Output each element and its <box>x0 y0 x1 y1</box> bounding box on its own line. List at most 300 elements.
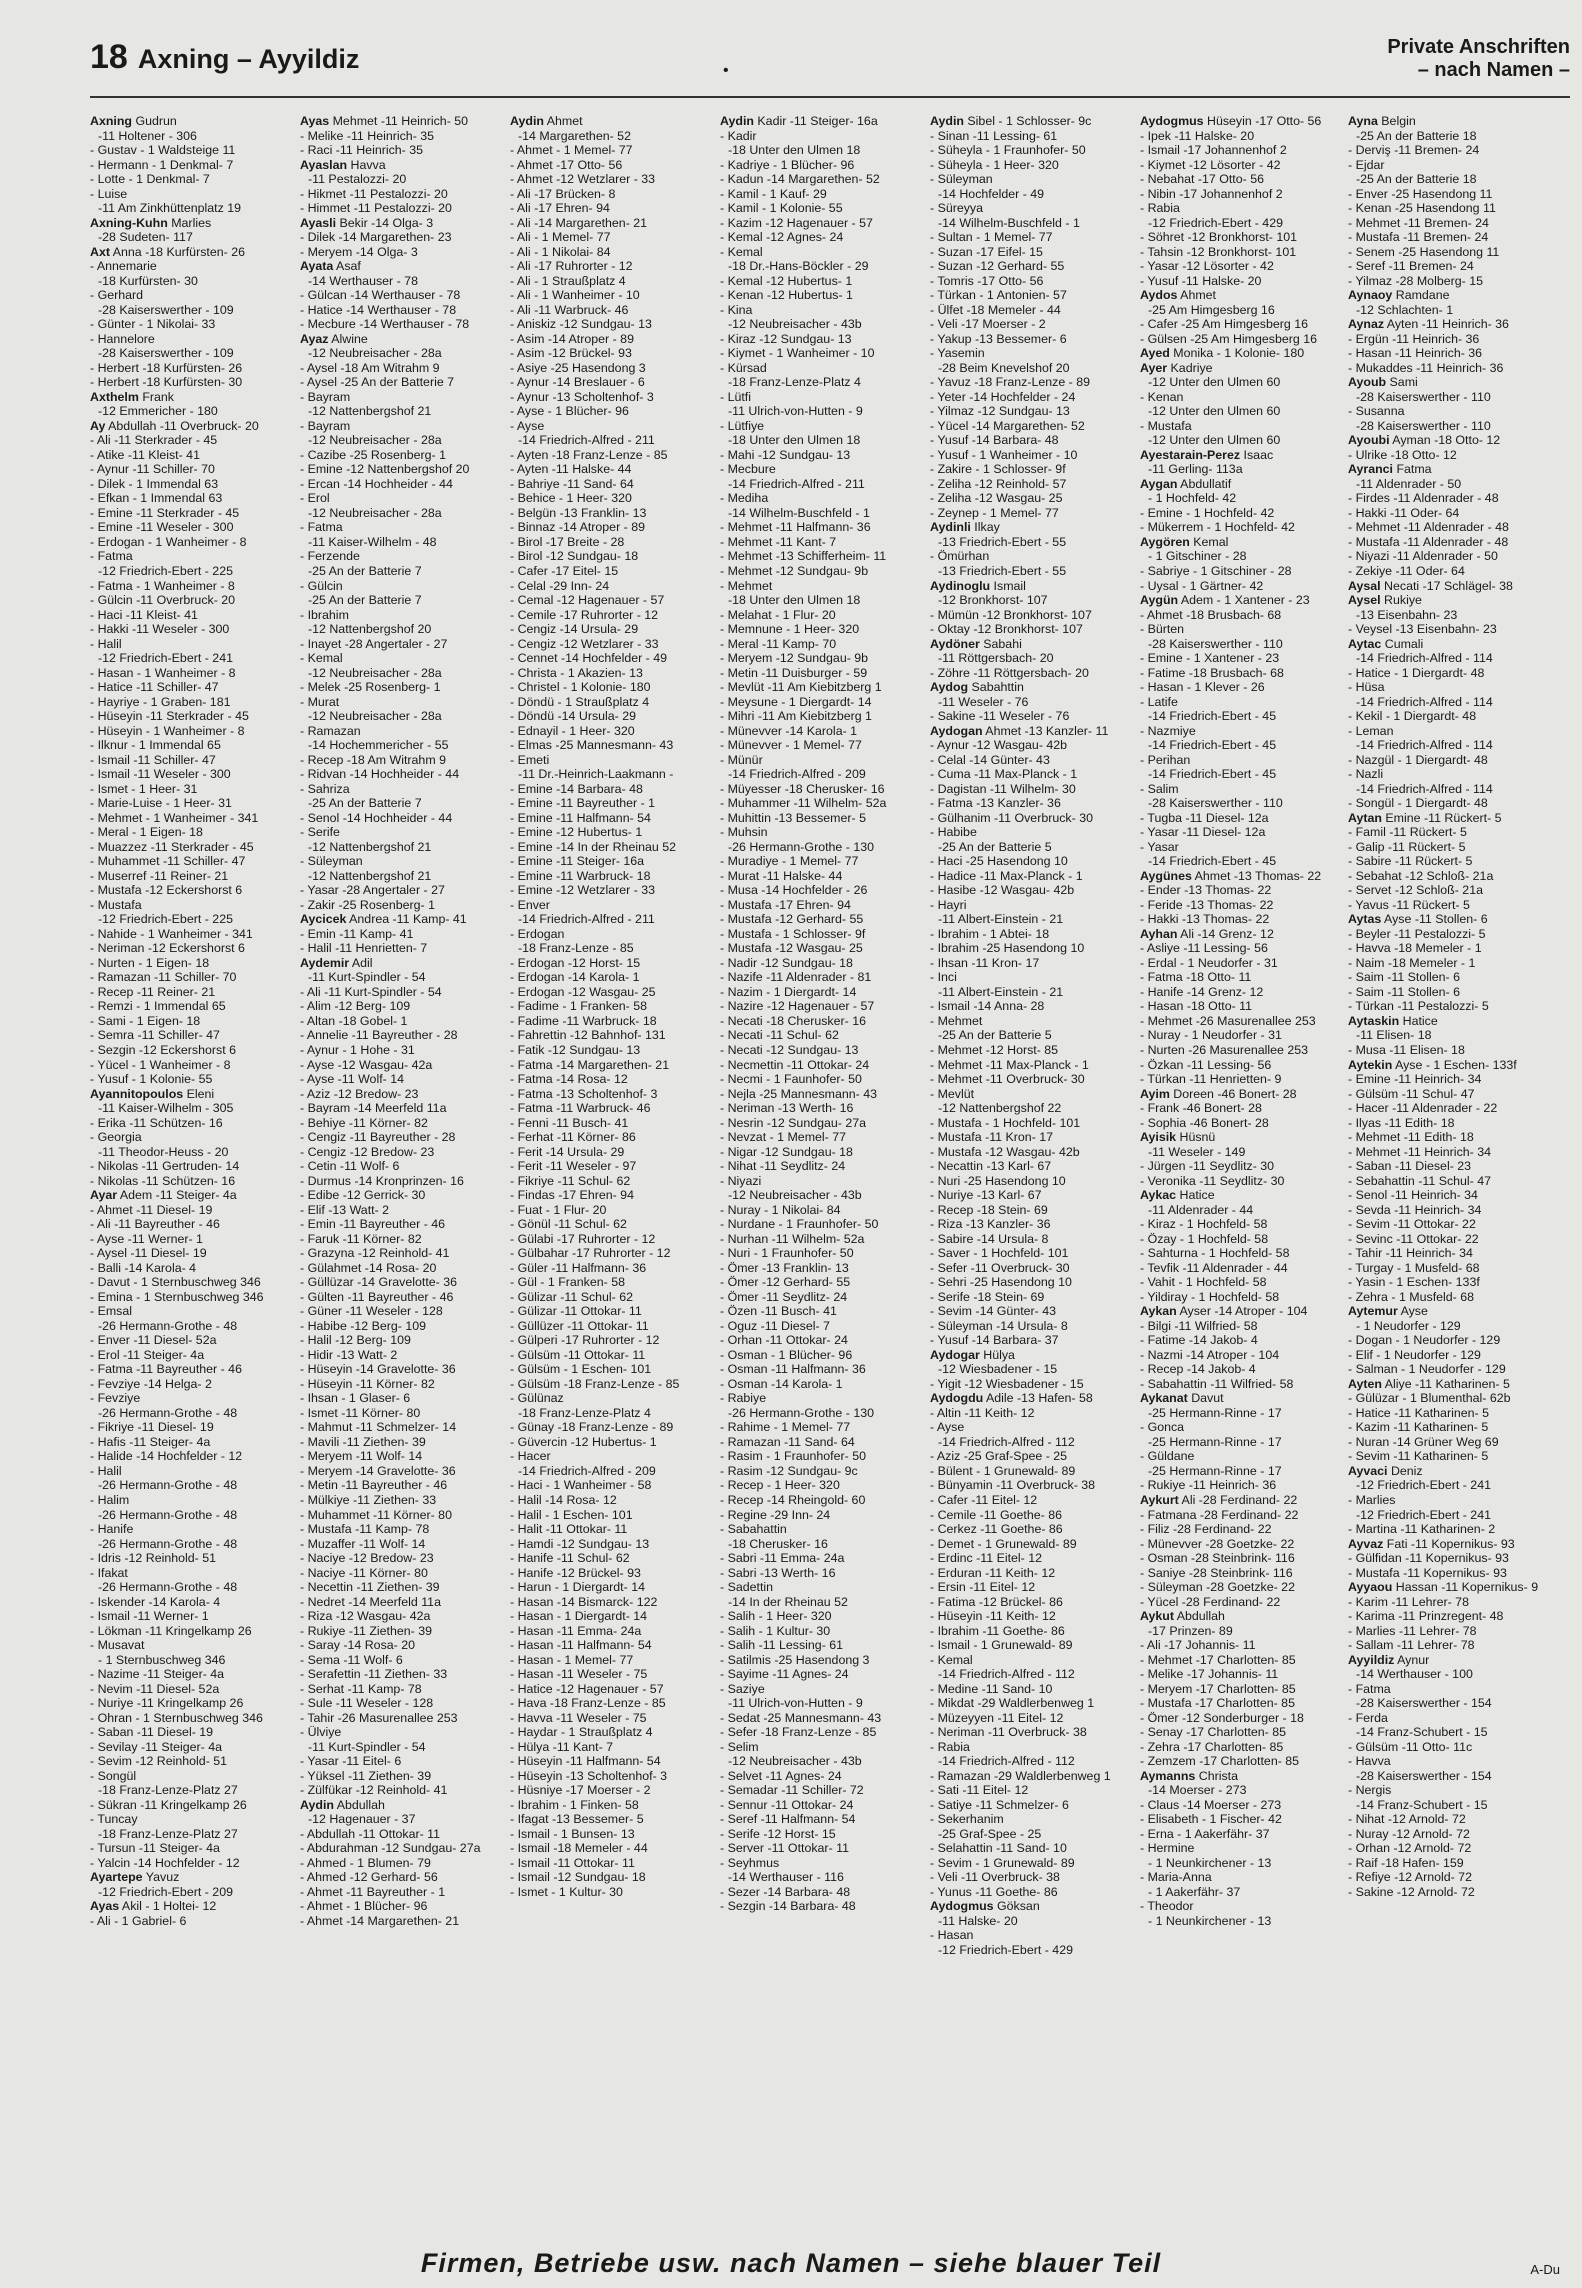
listing-entry: - Fikriye -11 Schul- 62 <box>510 1173 631 1188</box>
listing-entry: -14 Wilhelm-Buschfeld - 1 <box>728 505 870 520</box>
surname: Aydin <box>300 1797 334 1812</box>
listing-entry: - Ifagat -13 Bessemer- 5 <box>510 1812 644 1827</box>
listing-entry: - Cafer -17 Eitel- 15 <box>510 563 619 578</box>
listing-entry: - Sevim -12 Reinhold- 51 <box>90 1754 228 1769</box>
listing-entry: - Sabahattin -11 Wilfried- 58 <box>1140 1376 1294 1391</box>
listing-entry: -13 Friedrich-Ebert - 55 <box>938 563 1067 578</box>
listing-entry: - Ayse <box>930 1420 965 1435</box>
listing-entry: - Jürgen -11 Seydlitz- 30 <box>1140 1159 1275 1174</box>
listing-entry: - Necettin -11 Ziethen- 39 <box>300 1580 440 1595</box>
listing-entry: -12 Neubreisacher - 28a <box>308 709 442 724</box>
listing-entry: - Ahmet -17 Otto- 56 <box>510 157 623 172</box>
surname: Aykanat <box>1140 1391 1188 1406</box>
listing-entry: -12 Friedrich-Ebert - 241 <box>1356 1478 1491 1493</box>
listing-entry: - Emin -11 Kamp- 41 <box>300 926 414 941</box>
listing-entry: - Nihat -12 Arnold- 72 <box>1348 1812 1466 1827</box>
surname: Aymanns <box>1140 1768 1196 1783</box>
listing-entry: - Serife <box>300 825 340 840</box>
listing-entry: - Bahriye -11 Sand- 64 <box>510 476 634 491</box>
listing-entry: - Yildiray - 1 Hochfeld- 58 <box>1140 1289 1280 1304</box>
listing-entry: Aydemir Adil <box>300 955 373 970</box>
listing-entry: - Metin -11 Duisburger - 59 <box>720 665 868 680</box>
listing-entry: -14 Werthauser - 100 <box>1356 1667 1473 1682</box>
listing-entry: - Necati -11 Schul- 62 <box>720 1028 839 1043</box>
listing-entry: - Rahime - 1 Memel- 77 <box>720 1420 851 1435</box>
listing-entry: - Mehmet -12 Sundgau- 9b <box>720 563 869 578</box>
listing-entry: - Mehmet -11 Edith- 18 <box>1348 1130 1474 1145</box>
listing-entry: -14 Friedrich-Alfred - 114 <box>1356 651 1493 666</box>
page-number: 18 <box>90 38 128 76</box>
surname: Ayaslan <box>300 157 348 172</box>
listing-entry: Ayvaz Fati -11 Kopernikus- 93 <box>1348 1536 1515 1551</box>
listing-entry: - Semadar -11 Schiller- 72 <box>720 1783 864 1798</box>
listing-entry: - Erika -11 Schützen- 16 <box>90 1115 223 1130</box>
listing-entry: - Beyler -11 Pestalozzi- 5 <box>1348 926 1486 941</box>
listing-entry: - Musavat <box>90 1638 145 1653</box>
listing-entry: - Meryem -11 Wolf- 14 <box>300 1449 423 1464</box>
listing-entry: - Hanife -12 Brückel- 93 <box>510 1565 641 1580</box>
listing-entry: - Mecbure -14 Werthauser - 78 <box>300 317 470 332</box>
listing-entry: - Fatma - 1 Wanheimer - 8 <box>90 578 235 593</box>
listing-entry: Aydin Sibel - 1 Schlosser- 9c <box>930 114 1092 128</box>
listing-entry: - Halim <box>90 1492 130 1507</box>
listing-entry: - Hüseyin -11 Sterkrader - 45 <box>90 709 249 724</box>
listing-entry: -14 Friedrich-Alfred - 209 <box>728 767 866 782</box>
listing-entry: - Kürsad <box>720 360 767 375</box>
listing-entry: - Yilmaz -12 Sundgau- 13 <box>930 404 1070 419</box>
listing-entry: - Fikriye -11 Diesel- 19 <box>90 1420 214 1435</box>
listing-entry: - Türkan -11 Pestalozzi- 5 <box>1348 999 1489 1014</box>
listing-entry: -18 Franz-Lenze-Platz 4 <box>518 1405 651 1420</box>
listing-entry: - Bayram <box>300 389 351 404</box>
listing-entry: - Fatma <box>1348 1681 1391 1696</box>
listing-entry: Aysal Necati -17 Schlägel- 38 <box>1348 578 1513 593</box>
listing-entry: - Ulrike -18 Otto- 12 <box>1348 447 1457 462</box>
listing-entry: - Suzan -12 Gerhard- 55 <box>930 259 1065 274</box>
listing-entry: - Satiye -11 Schmelzer- 6 <box>930 1797 1069 1812</box>
surname: Aydogmus <box>930 1899 994 1914</box>
listing-entry: - Satilmis -25 Hasendong 3 <box>720 1652 870 1667</box>
listing-entry: -18 Cherusker- 16 <box>728 1536 828 1551</box>
listing-entry: - Recep -11 Reiner- 21 <box>90 984 216 999</box>
listing-entry: -12 Nattenbergshof 20 <box>308 622 432 637</box>
listing-entry: Aydogar Hülya <box>930 1347 1015 1362</box>
listing-entry: - Osman -14 Karola- 1 <box>720 1376 843 1391</box>
listing-entry: - Asim -14 Atroper - 89 <box>510 331 634 346</box>
listing-entry: - Emina - 1 Sternbuschweg 346 <box>90 1289 264 1304</box>
listing-entry: - Mükerrem - 1 Hochfeld- 42 <box>1140 520 1295 535</box>
listing-entry: -28 Kaiserswerther - 154 <box>1356 1696 1492 1711</box>
listing-entry: -14 Friedrich-Ebert - 45 <box>1148 767 1277 782</box>
listing-entry: - Meryem -17 Charlotten- 85 <box>1140 1681 1296 1696</box>
listing-entry: - Ersin -11 Eitel- 12 <box>930 1580 1036 1595</box>
listing-entry: - Sadettin <box>720 1580 774 1595</box>
listing-entry: -18 Unter den Ulmen 18 <box>728 143 861 158</box>
listing-entry: - Hanife -14 Grenz- 12 <box>1140 984 1264 999</box>
listing-entry: - Gülahmet -14 Rosa- 20 <box>300 1260 437 1275</box>
listing-entry: - Nuran -14 Grüner Weg 69 <box>1348 1434 1499 1449</box>
listing-entry: - Gülperi -17 Ruhrorter - 12 <box>510 1333 660 1348</box>
listing-entry: - Ismail -11 Schiller- 47 <box>90 752 216 767</box>
listing-entry: -11 Am Zinkhüttenplatz 19 <box>98 201 242 216</box>
listing-entry: - Nesrin -12 Sundgau- 27a <box>720 1115 867 1130</box>
listing-entry: - Belgün -13 Franklin- 13 <box>510 505 647 520</box>
listing-entry: -26 Hermann-Grothe - 48 <box>98 1318 238 1333</box>
listing-entry: Aykut Abdullah <box>1140 1609 1225 1624</box>
listing-entry: - Findas -17 Ehren- 94 <box>510 1188 634 1203</box>
listing-entry: - Muazzez -11 Sterkrader - 45 <box>90 839 254 854</box>
listing-entry: - Gülcin <box>300 578 343 593</box>
listing-entry: Aycicek Andrea -11 Kamp- 41 <box>300 912 467 927</box>
listing-entry: -14 Werthauser - 78 <box>308 273 418 288</box>
listing-entry: - Sezer -14 Barbara- 48 <box>720 1884 851 1899</box>
listing-entry: -28 Sudeten- 117 <box>98 230 193 245</box>
listing-entry: - Marlies <box>1348 1492 1396 1507</box>
listing-entry: - Riza -12 Wasgau- 42a <box>300 1609 431 1624</box>
listing-entry: - Medine -11 Sand- 10 <box>930 1681 1053 1696</box>
listing-entry: - Hüseyin -11 Keith- 12 <box>930 1609 1056 1624</box>
listing-entry: - Dogan - 1 Neudorfer - 129 <box>1348 1333 1501 1348</box>
listing-entry: - Ihsan -11 Kron- 17 <box>930 955 1040 970</box>
listing-entry: - Fatma -14 Margarethen- 21 <box>510 1057 670 1072</box>
listing-entry: - Cetin -11 Wolf- 6 <box>300 1159 400 1174</box>
listing-entry: - Fatime -18 Brusbach- 68 <box>1140 665 1284 680</box>
listing-entry: - Ibrahim -25 Hasendong 10 <box>930 941 1085 956</box>
listing-entry: Aydog Sabahttin <box>930 680 1024 695</box>
listing-entry: - Veronika -11 Seydlitz- 30 <box>1140 1173 1285 1188</box>
listing-entry: - Ismet - 1 Heer- 31 <box>90 781 198 796</box>
listing-entry: Aynaoy Ramdane <box>1348 288 1450 303</box>
listing-entry: - Nedret -14 Meerfeld 11a <box>300 1594 441 1609</box>
listing-entry: - Gül - 1 Franken- 58 <box>510 1275 626 1290</box>
surname: Ayim <box>1140 1086 1170 1101</box>
listing-entry: -14 Margarethen- 52 <box>518 128 631 143</box>
listing-entry: - Yücel -14 Margarethen- 52 <box>930 418 1085 433</box>
listing-entry: - Aynur -11 Schiller- 70 <box>90 462 215 477</box>
listing-entry: - Ali -11 Sterkrader - 45 <box>90 433 218 448</box>
listing-entry: - Hacer -11 Aldenrader - 22 <box>1348 1101 1498 1116</box>
listing-entry: - Emine -11 Weseler - 300 <box>90 520 234 535</box>
surname: Ayannitopoulos <box>90 1086 184 1101</box>
listing-entry: - Edibe -12 Gerrick- 30 <box>300 1188 426 1203</box>
listing-entry: - Songül - 1 Diergardt- 48 <box>1348 796 1488 811</box>
listing-entry: - Altin -11 Keith- 12 <box>930 1405 1035 1420</box>
listing-entry: - Rasim -12 Sundgau- 9c <box>720 1463 858 1478</box>
listing-entry: - Süleyman -14 Ursula- 8 <box>930 1318 1068 1333</box>
listing-entry: - Döndü -14 Ursula- 29 <box>510 709 637 724</box>
listing-entry: Aytac Cumali <box>1348 636 1424 651</box>
listing-entry: - Zülfükar -12 Reinhold- 41 <box>300 1783 448 1798</box>
listing-entry: - Muhittin -13 Bessemer- 5 <box>720 810 866 825</box>
listing-entry: - Mavili -11 Ziethen- 39 <box>300 1434 426 1449</box>
listing-entry: - Mehmet -11 Kant- 7 <box>720 534 837 549</box>
surname: Aydogar <box>930 1347 980 1362</box>
listing-entry: - Hasan -18 Otto- 11 <box>1140 999 1253 1014</box>
listing-entry: - Ismet - 1 Kultur- 30 <box>510 1884 623 1899</box>
listing-entry: - Mustafa <box>90 897 142 912</box>
listing-entry: -26 Hermann-Grothe - 130 <box>728 839 875 854</box>
listing-entry: - Emin -11 Bayreuther - 46 <box>300 1217 446 1232</box>
listing-entry: - Hidir -13 Watt- 2 <box>300 1347 398 1362</box>
listing-entry: - Nuri - 1 Fraunhofer- 50 <box>720 1246 854 1261</box>
listing-entry: - Nahide - 1 Wanheimer - 341 <box>90 926 253 941</box>
listing-entry: - Nikolas -11 Schützen- 16 <box>90 1173 236 1188</box>
listing-entry: - Saban -11 Diesel- 23 <box>1348 1159 1472 1174</box>
listing-entry: - Annemarie <box>90 259 157 274</box>
listing-entry: Aykurt Ali -28 Ferdinand- 22 <box>1140 1492 1298 1507</box>
listing-entry: - Ömer -12 Gerhard- 55 <box>720 1275 851 1290</box>
surname: Aynaoy <box>1348 288 1393 303</box>
listing-entry: Aytekin Ayse - 1 Eschen- 133f <box>1348 1057 1517 1072</box>
listing-entry: - Ahmet -14 Margarethen- 21 <box>300 1913 460 1928</box>
listing-entry: - Sahriza <box>300 781 350 796</box>
listing-entry: - Aniskiz -12 Sundgau- 13 <box>510 317 652 332</box>
listing-entry: - Raif -18 Hafen- 159 <box>1348 1855 1464 1870</box>
surname: Aytan <box>1348 810 1382 825</box>
listing-entry: - Elmas -25 Mannesmann- 43 <box>510 738 674 753</box>
listing-entry: - Emine -12 Wetzlarer - 33 <box>510 883 656 898</box>
listing-entry: - Balli -14 Karola- 4 <box>90 1260 197 1275</box>
listing-entry: -14 Friedrich-Alfred - 211 <box>728 476 865 491</box>
listing-entry: - Ömer -13 Franklin- 13 <box>720 1260 849 1275</box>
listing-entry: -26 Hermann-Grothe - 48 <box>98 1478 238 1493</box>
listing-entry: - Susanna <box>1348 404 1405 419</box>
listing-entry: - Bayram -14 Meerfeld 11a <box>300 1101 447 1116</box>
listing-entry: - Sallam -11 Lehrer- 78 <box>1348 1638 1475 1653</box>
listing-entry: - Ali -11 Kurt-Spindler - 54 <box>300 984 442 999</box>
listing-entry: -11 Kurt-Spindler - 54 <box>308 970 426 985</box>
listing-entry: - Georgia <box>90 1130 142 1145</box>
listing-entry: - Yeter -14 Hochfelder - 24 <box>930 389 1076 404</box>
listing-entry: - Meryem -14 Olga- 3 <box>300 244 418 259</box>
listing-entry: - Hanife -11 Schul- 62 <box>510 1551 630 1566</box>
listing-entry: - Ali -17 Johannis- 11 <box>1140 1638 1256 1653</box>
listing-entry: - Selahattin -11 Sand- 10 <box>930 1841 1067 1856</box>
listing-entry: - Meral -11 Kamp- 70 <box>720 636 837 651</box>
listing-entry: - Tursun -11 Steiger- 4a <box>90 1841 220 1856</box>
listing-entry: - Nazire -12 Hagenauer - 57 <box>720 999 875 1014</box>
listing-entry: - Kazim -11 Katharinen- 5 <box>1348 1420 1489 1435</box>
surname: Aynaz <box>1348 317 1385 332</box>
listing-entry: Ayar Adem -11 Steiger- 4a <box>90 1188 237 1203</box>
surname: Ayas <box>300 114 330 128</box>
listing-entry: - Kazim -12 Hagenauer - 57 <box>720 215 873 230</box>
listing-entry: - Mustafa -17 Ehren- 94 <box>720 897 851 912</box>
listing-entry: - Emeti <box>510 752 550 767</box>
listing-entry: - Rukiye -11 Ziethen- 39 <box>300 1623 432 1638</box>
listing-entry: - Hasan -11 Emma- 24a <box>510 1623 642 1638</box>
listing-entry: - Sefer -18 Franz-Lenze - 85 <box>720 1725 877 1740</box>
listing-entry: - Kamil - 1 Kolonie- 55 <box>720 201 843 216</box>
listing-entry: - Rabiye <box>720 1391 767 1406</box>
listing-entry: - 1 Aakerfähr- 37 <box>1148 1884 1241 1899</box>
listing-entry: Ayannitopoulos Eleni <box>90 1086 215 1101</box>
listing-entry: - Ayten -11 Halske- 44 <box>510 462 632 477</box>
listing-entry: - 1 Hochfeld- 42 <box>1148 491 1237 506</box>
surname: Aygan <box>1140 476 1178 491</box>
listing-entry: - Ramazan -29 Waldlerbenweg 1 <box>930 1768 1111 1783</box>
listing-entry: - Ibrahim - 1 Finken- 58 <box>510 1797 639 1812</box>
listing-entry: - Fatima -12 Brückel- 86 <box>930 1594 1063 1609</box>
listing-entry: - Nergis <box>1348 1783 1392 1798</box>
listing-entry: - Seyhmus <box>720 1855 780 1870</box>
listing-entry: -14 Friedrich-Alfred - 211 <box>518 912 655 927</box>
listing-entry: - Senay -17 Charlotten- 85 <box>1140 1725 1287 1740</box>
listing-entry: - Sabahattin <box>720 1522 787 1537</box>
listing-entry: - Özen -11 Busch- 41 <box>720 1304 837 1319</box>
listing-entry: - Süreyya <box>930 201 984 216</box>
listing-entry: - Orhan -11 Ottokar- 24 <box>720 1333 848 1348</box>
listing-entry: - Cerkez -11 Goethe- 86 <box>930 1522 1063 1537</box>
listing-entry: - Sophia -46 Bonert- 28 <box>1140 1115 1269 1130</box>
listing-entry: - Mehmet -11 Overbruck- 30 <box>930 1072 1085 1087</box>
listing-entry: - Sevim -11 Katharinen- 5 <box>1348 1449 1489 1464</box>
listing-entry: - Nazgül - 1 Diergardt- 48 <box>1348 752 1488 767</box>
listing-entry: -14 Hochfelder - 49 <box>938 186 1045 201</box>
listing-entry: - Rasim - 1 Fraunhofer- 50 <box>720 1449 866 1464</box>
listing-entry: - Sebahat -12 Schloß- 21a <box>1348 868 1494 883</box>
listing-entry: - Marlies -11 Lehrer- 78 <box>1348 1623 1477 1638</box>
listing-entry: - Kiymet -12 Lösorter - 42 <box>1140 157 1281 172</box>
listing-entry: - Ahmet - 1 Memel- 77 <box>510 143 633 158</box>
listing-entry: - Sefer -11 Overbruck- 30 <box>930 1260 1070 1275</box>
listing-entry: - Ali -11 Bayreuther - 46 <box>90 1217 220 1232</box>
listing-entry: - Senol -14 Hochheider - 44 <box>300 810 453 825</box>
listing-entry: - Salih - 1 Kultur- 30 <box>720 1623 831 1638</box>
listing-entry: - Sabri -13 Werth- 16 <box>720 1565 836 1580</box>
listing-entry: - Yasin - 1 Eschen- 133f <box>1348 1275 1480 1290</box>
listing-entry: -12 Unter den Ulmen 60 <box>1148 375 1281 390</box>
listing-entry: - Halide -14 Hochfelder - 12 <box>90 1449 243 1464</box>
listing-entry: - Hülya -11 Kant- 7 <box>510 1739 614 1754</box>
header-rule <box>90 96 1570 98</box>
listing-entry: Aydos Ahmet <box>1140 288 1216 303</box>
listing-entry: -11 Theodor-Heuss - 20 <box>98 1144 229 1159</box>
listing-entry: - Yasar -28 Angertaler - 27 <box>300 883 445 898</box>
listing-entry: - Hüseyin -11 Halfmann- 54 <box>510 1754 661 1769</box>
listing-entry: -25 An der Batterie 7 <box>308 593 422 608</box>
surname: Ayestarain-Perez <box>1140 447 1241 462</box>
listing-entry: - Serhat -11 Kamp- 78 <box>300 1681 422 1696</box>
listing-entry: -11 Ulrich-von-Hutten - 9 <box>728 404 863 419</box>
surname: Axthelm <box>90 389 139 404</box>
listing-entry: -11 Aldenrader - 50 <box>1356 476 1462 491</box>
listing-entry: - Suzan -17 Eifel- 15 <box>930 244 1043 259</box>
listing-entry: - Kemal <box>930 1652 973 1667</box>
listing-entry: - Sebahattin -11 Schul- 47 <box>1348 1173 1492 1188</box>
listing-entry: - Fenni -11 Busch- 41 <box>510 1115 629 1130</box>
listing-entry: - 1 Gitschiner - 28 <box>1148 549 1247 564</box>
listing-entry: - Hasan -14 Bismarck- 122 <box>510 1594 658 1609</box>
listing-entry: - Asim -12 Brückel- 93 <box>510 346 632 361</box>
listing-entry: - Nazim - 1 Diergardt- 14 <box>720 984 857 999</box>
listing-entry: - Leman <box>1348 723 1394 738</box>
listing-entry: -11 Albert-Einstein - 21 <box>938 984 1064 999</box>
listing-entry: - Serife -12 Horst- 15 <box>720 1826 836 1841</box>
listing-entry: - Muhsin <box>720 825 768 840</box>
listing-entry: Aytaskin Hatice <box>1348 1013 1438 1028</box>
listing-entry: -25 An der Batterie 18 <box>1356 128 1477 143</box>
listing-entry: - Aysel -11 Diesel- 19 <box>90 1246 207 1261</box>
section-title-line2: – nach Namen – <box>1417 59 1570 81</box>
surname: Aysal <box>1348 578 1381 593</box>
surname: Ay <box>90 418 106 433</box>
listing-entry: - Ali -11 Warbruck- 46 <box>510 302 629 317</box>
listing-entry: - Nibin -17 Johannenhof 2 <box>1140 186 1283 201</box>
listing-entry: - Ali - 1 Wanheimer - 10 <box>510 288 640 303</box>
listing-entry: -12 Friedrich-Ebert - 429 <box>938 1942 1073 1957</box>
listing-entry: - Yasar -11 Eitel- 6 <box>300 1754 402 1769</box>
listing-entry: - Aynur -12 Wasgau- 42b <box>930 738 1068 753</box>
listing-entry: -25 An der Batterie 18 <box>1356 172 1477 187</box>
listing-entry: - Emsal <box>90 1304 132 1319</box>
listing-entry: - Emine -12 Hubertus- 1 <box>510 825 643 840</box>
listing-entry: - Yalcin -14 Hochfelder - 12 <box>90 1855 240 1870</box>
listing-entry: - Mustafa -12 Gerhard- 55 <box>720 912 864 927</box>
listing-entry: - Mukaddes -11 Heinrich- 36 <box>1348 360 1504 375</box>
listing-entry: - Hüsa <box>1348 680 1385 695</box>
listing-entry: - Gülsüm -11 Schul- 47 <box>1348 1086 1475 1101</box>
surname: Aydog <box>930 680 969 695</box>
listing-entry: - 1 Neunkirchener - 13 <box>1148 1855 1272 1870</box>
listing-entry: - Ferda <box>1348 1710 1388 1725</box>
listing-entry: - Nuray - 1 Neudorfer - 31 <box>1140 1028 1282 1043</box>
listing-entry: Ayisik Hüsnü <box>1140 1130 1216 1145</box>
listing-entry: - Sehri -25 Hasendong 10 <box>930 1275 1072 1290</box>
listing-entry: - Oktay -12 Bronkhorst- 107 <box>930 622 1083 637</box>
listing-entry: -25 Graf-Spee - 25 <box>938 1826 1042 1841</box>
listing-entry: Ayartepe Yavuz <box>90 1870 180 1885</box>
listing-entry: - Meryem -14 Gravelotte- 36 <box>300 1463 456 1478</box>
listing-entry: - Enver -25 Hasendong 11 <box>1348 186 1493 201</box>
listing-entry: - Haci -25 Hasendong 10 <box>930 854 1068 869</box>
listing-entry: - Yunus -11 Goethe- 86 <box>930 1884 1058 1899</box>
listing-entry: - Enver -11 Diesel- 52a <box>90 1333 217 1348</box>
listing-entry: - Recep -14 Jakob- 4 <box>1140 1362 1256 1377</box>
listing-entry: - Ender -13 Thomas- 22 <box>1140 883 1272 898</box>
listing-entry: - Mustafa -12 Wasgau- 42b <box>930 1144 1080 1159</box>
surname: Aydin <box>720 114 754 128</box>
surname: Aytemur <box>1348 1304 1398 1319</box>
listing-entry: - Kekil - 1 Diergardt- 48 <box>1348 709 1477 724</box>
listing-entry: - Mehmet -11 Max-Planck - 1 <box>930 1057 1089 1072</box>
listing-entry: - Naciye -12 Bredow- 23 <box>300 1551 434 1566</box>
listing-entry: Aydogan Ahmet -13 Kanzler- 11 <box>930 723 1109 738</box>
listing-entry: - Hakki -11 Weseler - 300 <box>90 622 230 637</box>
listing-entry: - Sabri -11 Emma- 24a <box>720 1551 845 1566</box>
listing-entry: - Kemal <box>720 244 763 259</box>
listing-entry: - Filiz -28 Ferdinand- 22 <box>1140 1522 1272 1537</box>
listing-entry: -25 An der Batterie 5 <box>938 839 1052 854</box>
listing-entry: - Halil - 1 Eschen- 101 <box>510 1507 633 1522</box>
listing-entry: - Frank -46 Bonert- 28 <box>1140 1101 1262 1116</box>
listing-entry: - Ömer -12 Sonderburger - 18 <box>1140 1710 1304 1725</box>
listing-entry: - Niyazi -11 Aldenrader - 50 <box>1348 549 1498 564</box>
listing-entry: - Efkan - 1 Immendal 63 <box>90 491 223 506</box>
listing-entry: - Kadun -14 Margarethen- 52 <box>720 172 880 187</box>
listing-entry: - Süleyman -28 Goetzke- 22 <box>1140 1580 1295 1595</box>
listing-entry: - Emine -11 Sterkrader - 45 <box>90 505 240 520</box>
listing-entry: - Necmi - 1 Faunhofer- 50 <box>720 1072 862 1087</box>
surname: Aydogmus <box>1140 114 1204 128</box>
listing-entry: - Luise <box>90 186 128 201</box>
listing-entry: - Halil <box>90 1463 122 1478</box>
listing-entry: - Latife <box>1140 694 1178 709</box>
surname: Ayna <box>1348 114 1378 128</box>
surname: Aykurt <box>1140 1492 1179 1507</box>
listing-entry: - Nurdane - 1 Fraunhofer- 50 <box>720 1217 879 1232</box>
listing-entry: - Saban -11 Diesel- 19 <box>90 1725 214 1740</box>
